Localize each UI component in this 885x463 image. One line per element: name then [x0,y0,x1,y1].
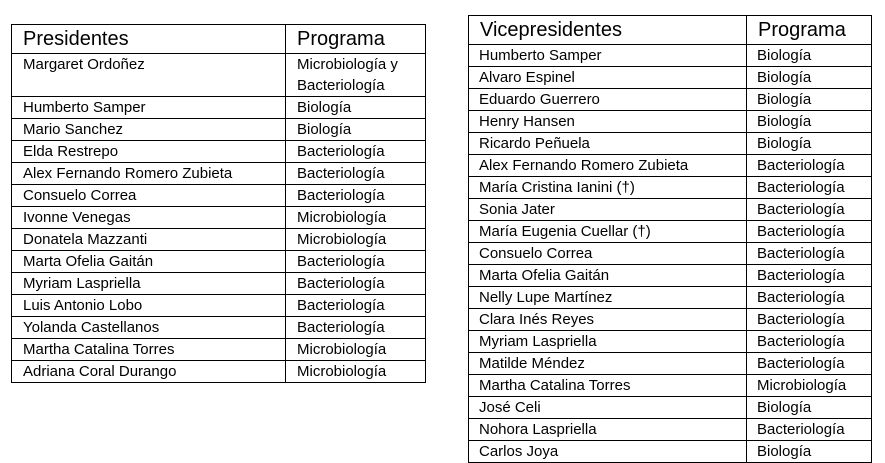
cell-program: Bacteriología [747,287,872,309]
cell-name: Alex Fernando Romero Zubieta [12,163,286,185]
cell-name: José Celi [469,397,747,419]
table-row [469,353,872,375]
table-row [469,221,872,243]
cell-name: Ivonne Venegas [12,207,286,229]
table-header-row [12,25,426,54]
cell-program: Microbiología [747,375,872,397]
table-row [469,243,872,265]
cell-name: Clara Inés Reyes [469,309,747,331]
table-row [469,441,872,463]
cell-program: Biología [747,45,872,67]
cell-name: Mario Sanchez [12,119,286,141]
cell-program: Microbiología [286,207,426,229]
cell-name: Carlos Joya [469,441,747,463]
cell-program: Bacteriología [747,331,872,353]
cell-name: Consuelo Correa [469,243,747,265]
table-row [469,67,872,89]
cell-name: Adriana Coral Durango [12,361,286,383]
cell-name: Margaret Ordoñez [12,54,286,97]
table-row [12,361,426,383]
cell-program: Biología [747,89,872,111]
table-row [469,265,872,287]
cell-program: Biología [747,133,872,155]
cell-name: Sonia Jater [469,199,747,221]
table-row [469,309,872,331]
table-row [469,375,872,397]
cell-name: Alvaro Espinel [469,67,747,89]
cell-name: Martha Catalina Torres [469,375,747,397]
cell-program: Microbiología [286,339,426,361]
table-row [469,177,872,199]
cell-name: Myriam Laspriella [12,273,286,295]
cell-program: Bacteriología [286,273,426,295]
cell-program: Bacteriología [747,199,872,221]
table-row [12,295,426,317]
cell-name: Alex Fernando Romero Zubieta [469,155,747,177]
table-row [469,45,872,67]
cell-name: Henry Hansen [469,111,747,133]
cell-name: María Cristina Ianini (†) [469,177,747,199]
cell-program: Microbiología y Bacteriología [286,54,426,97]
table-row [469,419,872,441]
cell-program: Biología [747,397,872,419]
cell-name: Yolanda Castellanos [12,317,286,339]
table-row [469,155,872,177]
cell-program: Bacteriología [747,243,872,265]
table-row [469,89,872,111]
cell-program: Biología [286,97,426,119]
cell-program: Bacteriología [286,185,426,207]
cell-name: Ricardo Peñuela [469,133,747,155]
cell-name: Consuelo Correa [12,185,286,207]
cell-program: Bacteriología [747,221,872,243]
table-row [469,287,872,309]
table-row [12,207,426,229]
cell-name: María Eugenia Cuellar (†) [469,221,747,243]
table-header-row [469,16,872,45]
cell-name: Luis Antonio Lobo [12,295,286,317]
cell-name: Donatela Mazzanti [12,229,286,251]
table-row [12,163,426,185]
cell-program: Biología [747,441,872,463]
cell-program: Bacteriología [286,317,426,339]
vicepresidents-table [468,15,872,463]
table-row [12,119,426,141]
table-row [12,251,426,273]
presidents-header-name: Presidentes [12,25,286,54]
cell-name: Elda Restrepo [12,141,286,163]
table-row [469,111,872,133]
table-row [12,339,426,361]
cell-name: Martha Catalina Torres [12,339,286,361]
table-row [12,97,426,119]
table-row [12,54,426,97]
cell-program: Bacteriología [747,155,872,177]
cell-program: Bacteriología [286,141,426,163]
cell-name: Marta Ofelia Gaitán [12,251,286,273]
cell-program: Biología [747,67,872,89]
cell-program: Bacteriología [286,163,426,185]
cell-name: Nelly Lupe Martínez [469,287,747,309]
cell-program: Biología [286,119,426,141]
table-row [12,229,426,251]
cell-program: Bacteriología [747,419,872,441]
cell-name: Nohora Laspriella [469,419,747,441]
table-row [12,141,426,163]
cell-program: Bacteriología [747,353,872,375]
table-row [12,273,426,295]
table-row [12,185,426,207]
table-row [469,199,872,221]
cell-name: Matilde Méndez [469,353,747,375]
cell-program: Bacteriología [747,265,872,287]
table-row [469,397,872,419]
cell-name: Marta Ofelia Gaitán [469,265,747,287]
cell-name: Humberto Samper [12,97,286,119]
vicepresidents-header-name: Vicepresidentes [469,16,747,45]
cell-program: Bacteriología [747,177,872,199]
cell-name: Humberto Samper [469,45,747,67]
cell-program: Biología [747,111,872,133]
vicepresidents-header-program: Programa [747,16,872,45]
cell-program: Bacteriología [286,251,426,273]
presidents-header-program: Programa [286,25,426,54]
presidents-table [11,24,426,383]
table-row [469,133,872,155]
cell-program: Bacteriología [747,309,872,331]
cell-name: Eduardo Guerrero [469,89,747,111]
cell-name: Myriam Laspriella [469,331,747,353]
cell-program: Bacteriología [286,295,426,317]
table-row [12,317,426,339]
table-row [469,331,872,353]
cell-program: Microbiología [286,229,426,251]
cell-program: Microbiología [286,361,426,383]
